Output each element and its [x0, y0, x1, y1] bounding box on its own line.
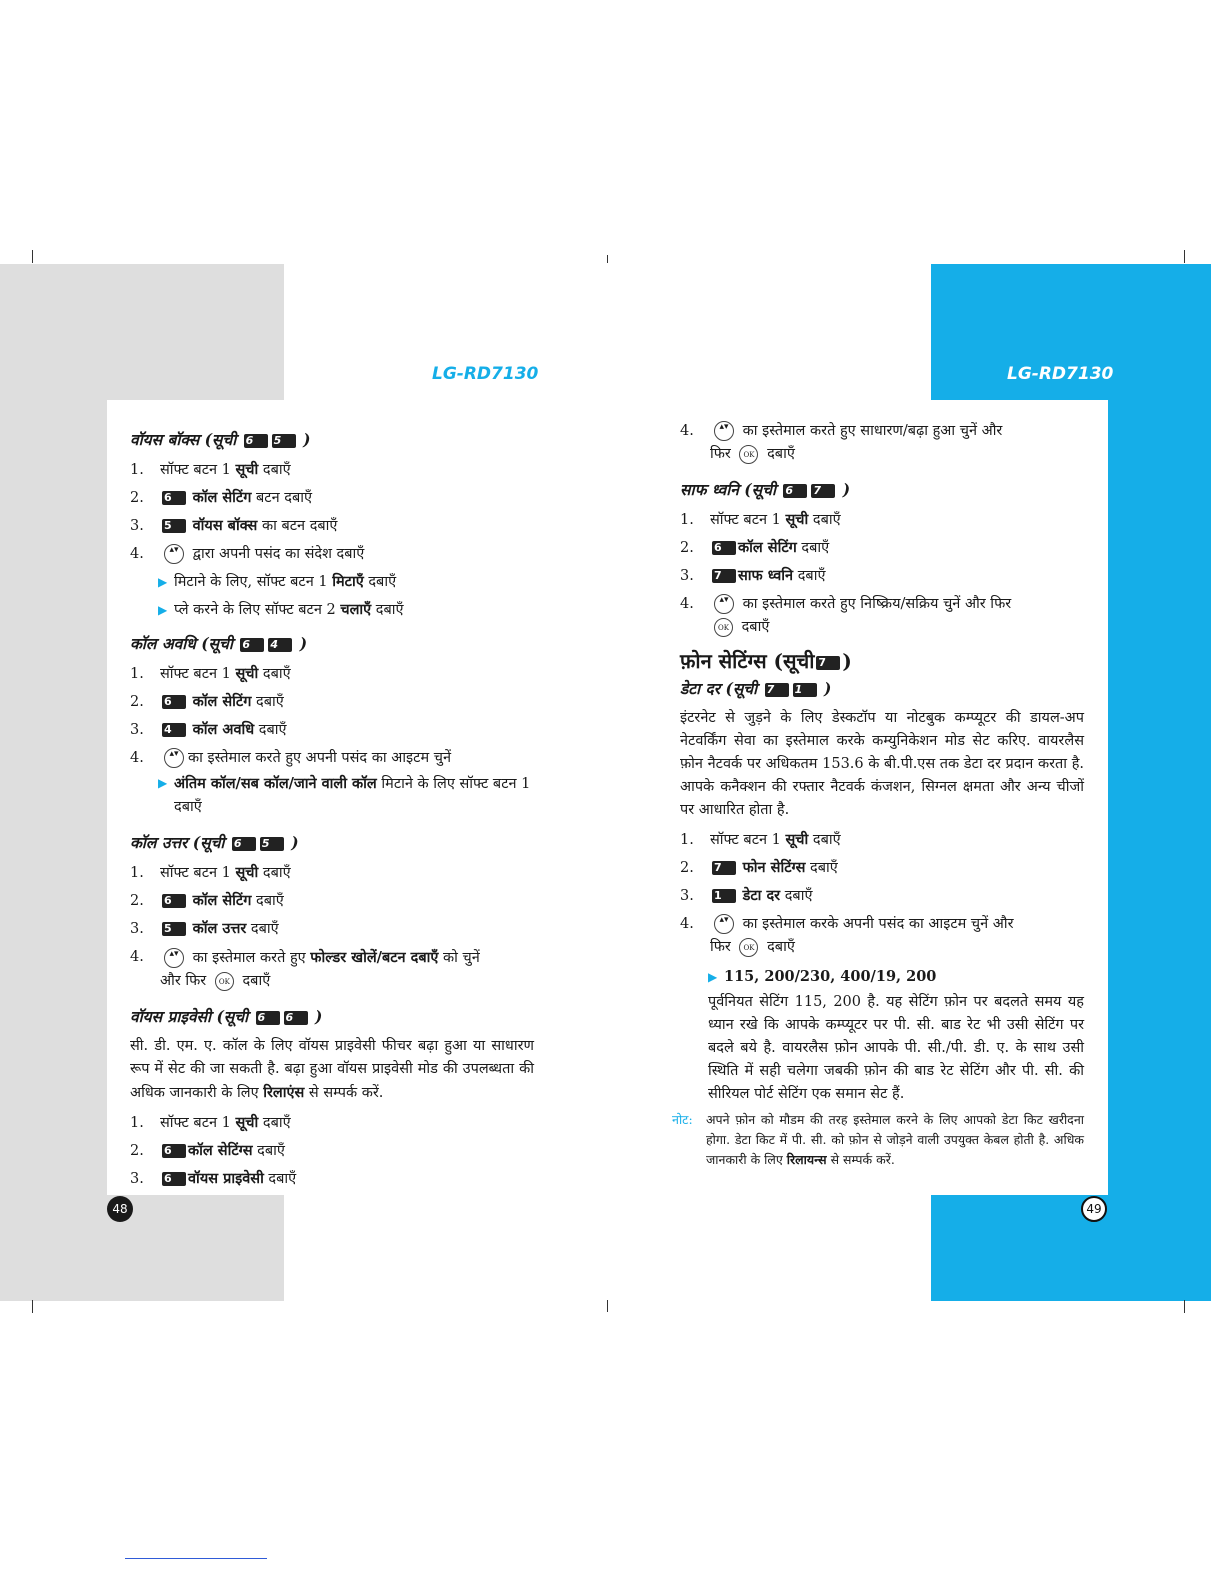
key-6-icon: 6: [783, 484, 807, 498]
step-item: 3. 7 साफ ध्वनि दबाएँ: [680, 567, 826, 584]
section-title-voice-privacy: वॉयस प्राइवेसी (सूची 6 6 ): [130, 1007, 323, 1026]
step-item: 3. 1 डेटा दर दबाएँ: [680, 887, 813, 904]
note-label: नोट:: [672, 1112, 693, 1127]
step-item: 1. सॉफ्ट बटन 1 सूची दबाएँ: [130, 461, 291, 478]
sub-item: ▶ अंतिम कॉल/सब कॉल/जाने वाली कॉल मिटाने के लिए सॉफ्ट बटन 1 दबाएँ: [158, 772, 534, 819]
section-title-call-answer: कॉल उत्तर (सूची 6 5 ): [130, 833, 299, 852]
nav-key-icon: ▴▾: [714, 914, 734, 934]
page-number-left: 48: [107, 1196, 133, 1222]
nav-key-icon: ▴▾: [714, 421, 734, 441]
page-number-right: 49: [1081, 1196, 1107, 1222]
key-4-icon: 4: [268, 638, 292, 652]
bullet-triangle-icon: ▶: [708, 970, 718, 984]
nav-key-icon: ▴▾: [164, 748, 184, 768]
step-item: 4. ▴▾ का इस्तेमाल करके अपनी पसंद का आइटम चुनें और फिर OK दबाएँ: [680, 915, 1014, 955]
step-item: 1. सॉफ्ट बटन 1 सूची दबाएँ: [680, 511, 841, 528]
key-6-icon: 6: [162, 1144, 186, 1158]
key-1-icon: 1: [793, 683, 817, 697]
section-title-phone-settings: फ़ोन सेटिंग्स (सूची 7 ): [680, 649, 852, 673]
paragraph: सी. डी. एम. ए. कॉल के लिए वॉयस प्राइवेसी फीचर बढ़ा हुआ या साधारण रूप में सेट की जा सकती है. बढ़ा हुआ वॉयस प्राइवेसी मोड की उपलब्धता की अधिक जानकारी के लिए रिलाएंस से सम्पर्क करें.: [130, 1038, 534, 1101]
option-paragraph: पूर्वनियत सेटिंग 115, 200 है. यह सेटिंग फ़ोन पर बदलते समय यह ध्यान रखे कि आपके कम्प्यूटर पर पी. सी. बाड रेट भी उसी सेटिंग पर बदले बये है. वायरलैस फ़ोन आपके पी. सी./पी. डी. ए. के साथ उसी स्थिति में सही चलेगा जबकी फ़ोन की बाड रेट सेटिंग और पी. सी. की सीरियल पोर्ट सेटिंग एक समान सेट हैं.: [708, 994, 1084, 1102]
ok-key-icon: OK: [739, 445, 758, 464]
bullet-triangle-icon: ▶: [158, 575, 168, 589]
key-7-icon: 7: [811, 484, 835, 498]
ok-key-icon: OK: [215, 972, 234, 991]
section-title-data-rate: डेटा दर (सूची 7 1 ): [680, 679, 832, 698]
step-item: 3. 5 कॉल उत्तर दबाएँ: [130, 920, 279, 937]
step-item: 2. 6 कॉल सेटिंग दबाएँ: [130, 693, 284, 710]
crop-mark: [1184, 250, 1185, 263]
nav-key-icon: ▴▾: [164, 544, 184, 564]
ok-key-icon: OK: [739, 938, 758, 957]
step-item: 4. ▴▾ द्वारा अपनी पसंद का संदेश दबाएँ: [130, 545, 365, 562]
key-5-icon: 5: [162, 519, 186, 533]
step-item: 2. 6 कॉल सेटिंग बटन दबाएँ: [130, 489, 313, 506]
step-item: 4. ▴▾ का इस्तेमाल करते हुए फोल्डर खोलें/बटन दबाएँ को चुनें और फिर OK दबाएँ: [130, 949, 480, 989]
crop-mark: [1184, 1300, 1185, 1313]
step-item: 4. ▴▾ का इस्तेमाल करते हुए अपनी पसंद का आइटम चुनें: [130, 749, 452, 766]
note: नोट: अपने फ़ोन को मौडम की तरह इस्तेमाल करने के लिए आपको डेटा किट खरीदना होगा. डेटा किट में पी. सी. को फ़ोन से जोड़ने वाली उपयुक्त केबल होती है. अधिक जानकारी के लिए रिलायन्स से सम्पर्क करें.: [672, 1110, 1084, 1170]
right-page-content: [672, 420, 1084, 1170]
step-item: 2. 6 कॉल सेटिंग दबाएँ: [680, 539, 830, 556]
key-6-icon: 6: [244, 434, 268, 448]
key-4-icon: 4: [162, 723, 186, 737]
key-6-icon: 6: [232, 837, 256, 851]
step-item: 2. 7 फोन सेटिंग्स दबाएँ: [680, 859, 838, 876]
model-header-right: LG-RD7130: [1007, 364, 1114, 384]
step-item: 1. सॉफ्ट बटन 1 सूची दबाएँ: [130, 665, 291, 682]
paragraph: इंटरनेट से जुड़ने के लिए डेस्कटॉप या नोटबुक कम्प्यूटर की डायल-अप नेटवर्किंग सेवा का इस्तेमाल करके कम्युनिकेशन मोड सेट करिए. वायरलैस फ़ोन नैटवर्क पर अधिकतम 153.6 के बी.पी.एस तक डेटा दर प्रदान करता है. आपके कनैक्शन की रफ्तार नैटवर्क कंजशन, सिग्नल क्षमता और अन्य चीजों पर आधारित होता है.: [680, 710, 1084, 818]
left-page-content: [130, 420, 534, 1193]
step-item: 4. ▴▾ का इस्तेमाल करते हुए निष्क्रिय/सक्रिय चुनें और फिर OK दबाएँ: [680, 595, 1012, 635]
key-5-icon: 5: [260, 837, 284, 851]
footer-rule: [125, 1558, 267, 1559]
section-title-clear-voice: साफ ध्वनि (सूची 6 7 ): [680, 480, 851, 499]
crop-mark: [607, 255, 608, 263]
step-item: 3. 6 वॉयस प्राइवेसी दबाएँ: [130, 1170, 297, 1187]
key-7-icon: 7: [712, 861, 736, 875]
key-1-icon: 1: [712, 889, 736, 903]
key-5-icon: 5: [162, 922, 186, 936]
key-6-icon: 6: [256, 1011, 280, 1025]
section-title-call-duration: कॉल अवधि (सूची 6 4 ): [130, 634, 308, 653]
key-6-icon: 6: [162, 491, 186, 505]
key-6-icon: 6: [162, 695, 186, 709]
key-6-icon: 6: [162, 1172, 186, 1186]
step-item: 3. 4 कॉल अवधि दबाएँ: [130, 721, 287, 738]
key-5-icon: 5: [272, 434, 296, 448]
ok-key-icon: OK: [714, 618, 733, 637]
key-7-icon: 7: [765, 683, 789, 697]
key-6-icon: 6: [162, 894, 186, 908]
model-header-left: LG-RD7130: [432, 364, 539, 384]
step-item: 2. 6 कॉल सेटिंग दबाएँ: [130, 892, 284, 909]
step-item: 1. सॉफ्ट बटन 1 सूची दबाएँ: [130, 1114, 291, 1131]
crop-mark: [607, 1300, 608, 1312]
option-item: ▶ 115, 200/230, 400/19, 200: [708, 963, 1084, 991]
key-7-icon: 7: [816, 656, 840, 670]
key-6-icon: 6: [284, 1011, 308, 1025]
sub-item: ▶ प्ले करने के लिए सॉफ्ट बटन 2 चलाएँ दबाएँ: [158, 596, 534, 624]
step-item: 1. सॉफ्ट बटन 1 सूची दबाएँ: [680, 831, 841, 848]
key-7-icon: 7: [712, 569, 736, 583]
step-item: 2. 6 कॉल सेटिंग्स दबाएँ: [130, 1142, 285, 1159]
bullet-triangle-icon: ▶: [158, 776, 168, 790]
crop-mark: [32, 1300, 33, 1313]
bullet-triangle-icon: ▶: [158, 603, 168, 617]
nav-key-icon: ▴▾: [714, 594, 734, 614]
sub-item: ▶ मिटाने के लिए, सॉफ्ट बटन 1 मिटाएँ दबाएँ: [158, 568, 534, 596]
section-title-voice-box: वॉयस बॉक्स (सूची 6 5 ): [130, 430, 311, 449]
key-6-icon: 6: [240, 638, 264, 652]
crop-mark: [32, 250, 33, 263]
step-item: 3. 5 वॉयस बॉक्स का बटन दबाएँ: [130, 517, 338, 534]
nav-key-icon: ▴▾: [164, 948, 184, 968]
step-item: 4. ▴▾ का इस्तेमाल करते हुए साधारण/बढ़ा हुआ चुनें और फिर OK दबाएँ: [680, 422, 1003, 462]
step-item: 1. सॉफ्ट बटन 1 सूची दबाएँ: [130, 864, 291, 881]
key-6-icon: 6: [712, 541, 736, 555]
